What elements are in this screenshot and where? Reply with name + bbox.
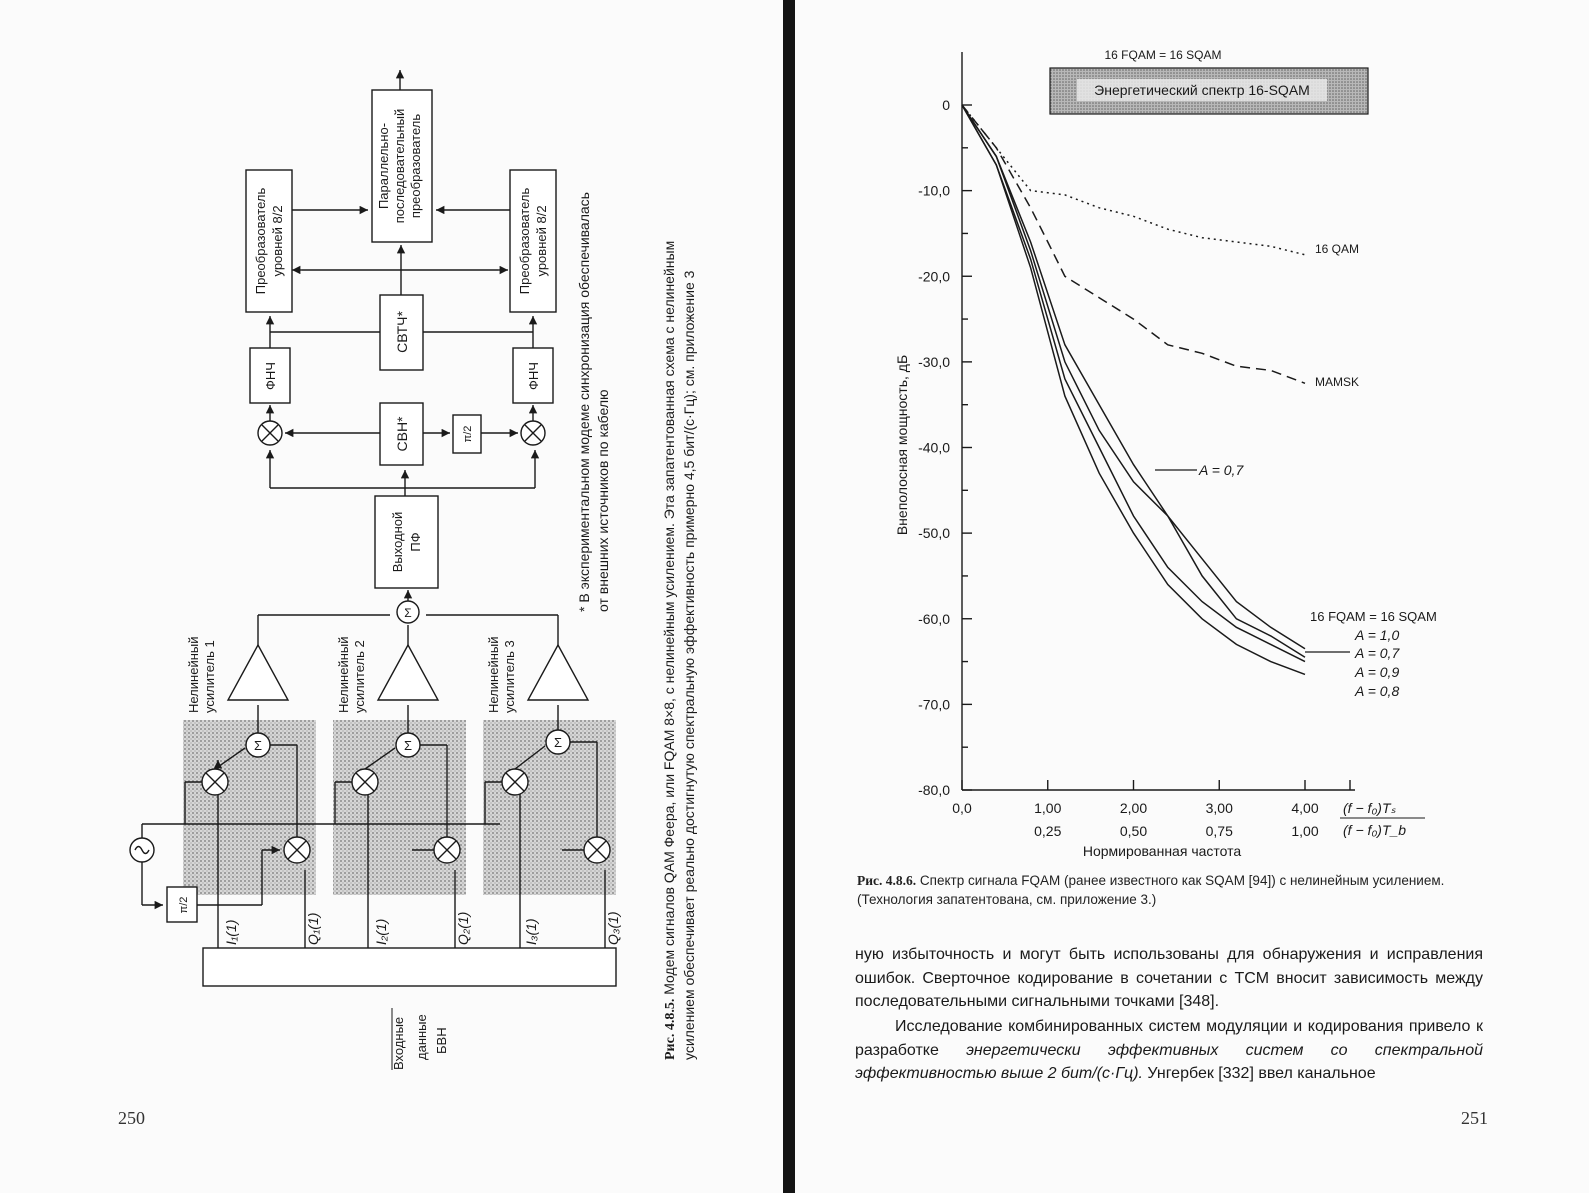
parallel-converter-label-1: Параллельно- [376,122,391,210]
page-number-left: 250 [118,1108,145,1128]
y-tick-label: -30,0 [918,353,950,370]
signal-q3: Q₃(1) [605,911,621,945]
input-label-1: Входные [391,1016,406,1070]
caption-left-line-2: усилением обеспечивает реально достигнутую спектральную эффективность примерно 4,5 бит/(с·Гц); см. приложение 3 [681,270,697,1060]
group-label-a07: A = 0,7 [1355,645,1400,661]
signal-i1: I₁(1) [223,919,239,945]
para-2-start: Исследование комбинированных систем модуляции и кодирования привело к разработке [855,1018,1483,1059]
amplifier-2 [378,645,438,700]
phase-shift-label-input: π/2 [178,896,190,914]
sum-symbol-2: Σ [403,738,413,753]
x-tick-label-secondary: 1,00 [1291,823,1319,839]
figure-caption-left [660,241,699,1060]
amplifier-2-label-1: Нелинейный [336,636,351,713]
right-page [795,0,1589,1193]
caption-right-label: Рис. 4.8.6. [857,873,917,888]
amplifier-2-label-2: усилитель 2 [352,640,367,713]
y-tick-label: -70,0 [918,696,950,713]
signal-q1: Q₁(1) [305,912,321,945]
y-axis-title: Внеполосная мощность, дБ [894,354,910,536]
y-tick-label: -60,0 [918,610,950,627]
label-mamsk: MAMSK [1315,375,1360,389]
footnote-line-2: от внешних источников по кабелю [595,389,611,612]
amplifier-1 [228,645,288,700]
figure-caption-right [857,871,1487,909]
series-line-3 [962,105,1305,657]
amplifier-1-label-1: Нелинейный [186,636,201,713]
x-tick-label-secondary: 0,75 [1205,823,1233,839]
left-page [0,0,785,1193]
sum-symbol-3: Σ [553,735,563,750]
signal-i2: I₂(1) [373,918,389,945]
parallel-converter-label-2: последовательный [392,108,407,224]
level-converter-left-label-1: Преобразователь [253,187,268,295]
group-label-a10: A = 1,0 [1355,627,1400,643]
output-filter-label-2: ПФ [408,532,423,552]
para-2-end: Унгербек [332] ввел канальное [1142,1065,1376,1082]
y-tick-label: 0 [942,97,950,113]
input-label-2: данные [414,1014,429,1060]
parallel-converter-label-3: преобразователь [408,113,423,219]
input-bus [203,948,616,986]
phase-shift-label-rx: π/2 [462,425,474,443]
x-axis-title: Нормированная частота [1082,843,1242,859]
label-16qam: 16 QAM [1315,242,1360,256]
page-number-right: 251 [1461,1108,1488,1128]
para-2-emphasis: энергетически эффективных систем со спектральной эффективностью выше 2 бит/(с·Гц). [855,1041,1484,1082]
series-line-5 [962,105,1305,674]
x-tick-label: 0,0 [952,800,972,816]
signal-q2: Q₂(1) [455,911,471,945]
x-axis-label-row1: (f − f₀)Tₛ [1343,800,1396,816]
input-label-3: БВН [434,1027,449,1054]
output-filter-block [375,496,438,588]
amplifier-3-label-2: усилитель 3 [502,640,517,713]
book-spine [783,0,795,1193]
body-paragraph-1: ную избыточность и могут быть использованы для обнаружения и исправления ошибок. Сверточное кодирование в сочетании с TCM вносит зависимость между последовательными сигнальными точками [348]. [855,946,1483,1010]
level-converter-right-label-2: уровней 8/2 [534,205,549,277]
x-tick-label-secondary: 0,50 [1119,823,1148,839]
caption-left-text-1: Модем сигналов QAM Феера, или FQAM 8×8, с нелинейным усилением. Эта запатентованная схема с нелинейным [661,240,677,999]
caption-right-text: Спектр сигнала FQAM (ранее известного как SQAM [94]) с нелинейным усилением. (Технология запатентована, см. приложение 3.) [857,873,1445,907]
x-axis-label-row2: (f − f₀)T_b [1343,822,1407,838]
amplifier-1-label-2: усилитель 1 [202,640,217,713]
body-paragraph-2 [855,1015,1483,1086]
signal-i3: I₃(1) [523,918,539,945]
lpf-left-label: ФНЧ [263,362,278,390]
series-line-4 [962,105,1305,662]
sum-symbol-1: Σ [253,738,263,753]
y-tick-label: -10,0 [918,182,950,199]
lpf-right-label: ФНЧ [526,362,541,390]
x-tick-label-secondary: 0,25 [1034,823,1062,839]
x-tick-label: 1,00 [1034,800,1062,816]
x-tick-label: 4,00 [1291,800,1319,816]
output-filter-label-1: Выходной [390,511,405,573]
label-a07-pointer: A = 0,7 [1199,462,1244,478]
x-tick-label: 2,00 [1119,800,1148,816]
caption-left-label: Рис. 4.8.5. [663,998,678,1060]
group-label-title: 16 FQAM = 16 SQAM [1310,609,1437,624]
series-line-0 [962,105,1305,255]
y-tick-label: -40,0 [918,439,950,456]
level-converter-left-label-2: уровней 8/2 [270,205,285,277]
svtch-label: СВТЧ* [394,311,410,353]
level-converter-right-label-1: Преобразователь [517,187,532,295]
spectrum-chart [795,0,1589,870]
sum-symbol-output: Σ [404,606,412,620]
group-label-a08: A = 0,8 [1355,683,1400,699]
y-tick-label: -50,0 [918,525,950,542]
series-line-1 [962,105,1305,383]
legend-box-label: Энергетический спектр 16-SQAM [1094,82,1310,98]
y-tick-label: -20,0 [918,268,950,285]
caption-left-line-1 [660,241,680,1060]
footnote-line-1: * В экспериментальном модеме синхронизация обеспечивалась [576,192,592,612]
amplifier-3-label-1: Нелинейный [486,636,501,713]
y-tick-label: -80,0 [918,782,950,798]
series-line-2 [962,105,1305,649]
group-label-a09: A = 0,9 [1355,664,1400,680]
amplifier-3 [528,645,588,700]
diagram-footnote [575,192,613,612]
x-tick-label: 3,00 [1205,800,1233,816]
svn-label: СВН* [394,416,410,452]
chart-title: 16 FQAM = 16 SQAM [1104,48,1222,62]
